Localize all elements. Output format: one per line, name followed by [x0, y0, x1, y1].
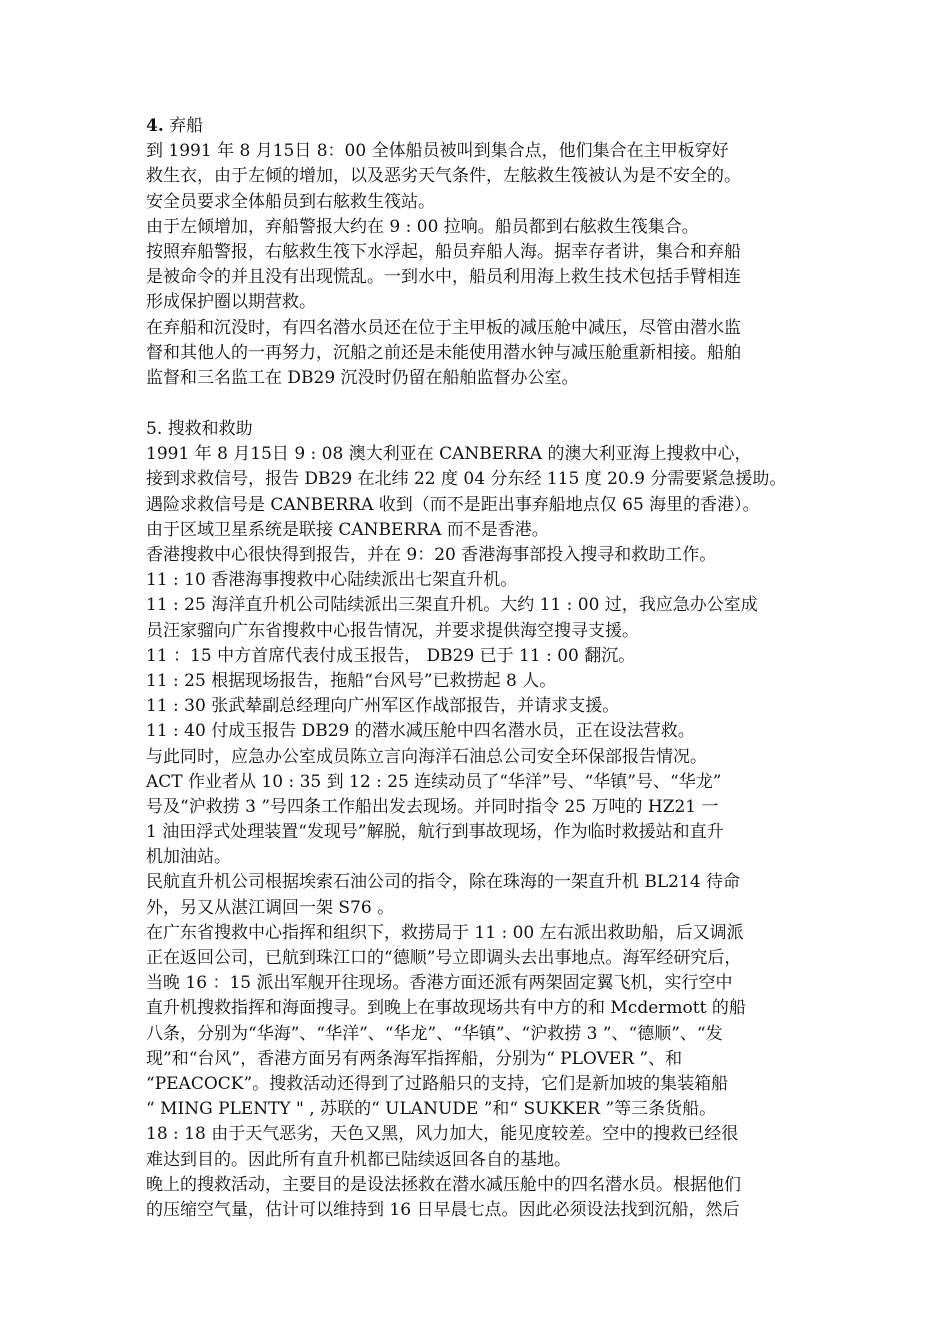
section-5-body: [146, 442, 846, 1223]
text-line: 到 1991 年 8 月15日 8：00 全体船员被叫到集合点，他们集合在主甲板穿好: [146, 141, 729, 162]
section-5-heading: [146, 417, 846, 442]
text-line: 直升机搜救指挥和海面搜寻。到晚上在事故现场共有中方的和 Mcdermott 的船: [146, 998, 746, 1019]
text-line: “PEACOCK”。搜救活动还得到了过路船只的支持，它们是新加坡的集装箱船: [146, 1073, 729, 1094]
text-line: 在广东省搜救中心指挥和组织下，救捞局于 11 : 00 左右派出救助船，后又调派: [146, 922, 744, 943]
text-line: 难达到目的。因此所有直升机都已陆续返回各自的基地。: [146, 1149, 571, 1170]
text-line: 当晚 16 ：15 派出军舰开往现场。香港方面还派有两架固定翼飞机，实行空中: [146, 973, 733, 994]
text-line: 11 : 40 付成玉报告 DB29 的潜水减压舱中四名潜水员，正在设法营救。: [146, 721, 695, 742]
text-line: 监督和三名监工在 DB29 沉没时仍留在船舶监督办公室。: [146, 367, 579, 388]
text-line: 现”和“台风”，香港方面另有两条海军指挥船，分别为“ PLOVER ”、和: [146, 1048, 683, 1069]
text-line: 在弃船和沉没时，有四名潜水员还在位于主甲板的减压舱中减压，尽管由潜水监: [146, 317, 741, 338]
text-line: 11 : 25 根据现场报告，拖船“台风号”已救捞起 8 人。: [146, 670, 557, 691]
text-line: 督和其他人的一再努力，沉船之前还是未能使用潜水钟与减压舱重新相接。船舶: [146, 342, 741, 363]
text-line: 18 : 18 由于天气恶劣，天色又黑，风力加大，能见度较差。空中的搜救已经很: [146, 1124, 739, 1145]
section-4-body: [146, 139, 846, 391]
text-line: 民航直升机公司根据埃索石油公司的指令，除在珠海的一架直升机 BL214 待命: [146, 872, 741, 893]
text-line: “ MING PLENTY " , 苏联的“ ULANUDE ”和“ SUKKER ”等三条货船。: [146, 1099, 717, 1120]
text-line: 机加油站。: [146, 847, 231, 868]
text-line: 11 : 25 海洋直升机公司陆续派出三架直升机。大约 11 : 00 过，我应急办公室成: [146, 595, 758, 616]
text-line: 救生衣，由于左倾的增加，以及恶劣天气条件，左舷救生筏被认为是不安全的。: [146, 166, 741, 187]
text-line: 外，另又从湛江调回一架 S76 。: [146, 897, 395, 918]
text-line: 员汪家骝向广东省搜救中心报告情况，并要求提供海空搜寻支援。: [146, 620, 639, 641]
text-line: 11 : 30 张武辇副总经理向广州军区作战部报告，并请求支援。: [146, 696, 620, 717]
text-line: 晚上的搜救活动，主要目的是设法拯救在潜水减压舱中的四名潜水员。根据他们: [146, 1174, 741, 1195]
section-5-title: . 搜救和救助: [156, 419, 253, 440]
section-5-number: 5: [146, 419, 157, 440]
text-line: ACT 作业者从 10 : 35 到 12 : 25 连续动员了“华洋”号、“华镇”号、“华龙”: [146, 771, 722, 792]
section-4-heading: [146, 114, 846, 139]
section-4-number: 4.: [146, 116, 164, 136]
text-line: 11 : 10 香港海事搜救中心陆续派出七架直升机。: [146, 570, 518, 591]
text-line: 形成保护圈以期营救。: [146, 292, 316, 313]
text-line: 安全员要求全体船员到右舷救生筏站。: [146, 191, 435, 212]
text-line: 由于左倾增加，弃船警报大约在 9 : 00 拉响。船员都到右舷救生筏集合。: [146, 216, 699, 237]
text-line: 与此同时，应急办公室成员陈立言向海洋石油总公司安全环保部报告情况。: [146, 746, 707, 767]
text-line: 正在返回公司，已航到珠江口的“德顺”号立即调头去出事地点。海军经研究后，: [146, 948, 742, 968]
document-page: [146, 114, 846, 1223]
text-line: 是被命令的并且没有出现慌乱。一到水中，船员利用海上救生技术包括手臂相连: [146, 267, 741, 288]
section-spacer: [146, 391, 846, 417]
text-line: 1991 年 8 月15日 9 : 08 澳大利亚在 CANBERRA 的澳大利亚海上搜救中心，: [146, 444, 752, 465]
section-4-title: 弃船: [169, 116, 204, 136]
text-line: 接到求救信号，报告 DB29 在北纬 22 度 04 分东经 115 度 20.9 分需要紧急援助。: [146, 469, 787, 490]
text-line: 香港搜救中心很快得到报告，并在 9：20 香港海事部投入搜寻和救助工作。: [146, 545, 717, 565]
text-line: 1 油田浮式处理装置“发现号”解脱，航行到事故现场，作为临时救援站和直升: [146, 822, 724, 843]
text-line: 八条，分别为“华海”、“华洋”、“华龙”、“华镇”、“沪救捞 3 ”、“德顺”、“发: [146, 1023, 723, 1044]
text-line: 的压缩空气量，估计可以维持到 16 日早晨七点。因此必须设法找到沉船，然后: [146, 1199, 740, 1220]
text-line: 11 ：15 中方首席代表付成玉报告， DB29 已于 11 : 00 翻沉。: [146, 645, 636, 666]
text-line: 由于区域卫星系统是联接 CANBERRA 而不是香港。: [146, 519, 549, 540]
text-line: 按照弃船警报，右舷救生筏下水浮起，船员弃船人海。据幸存者讲，集合和弃船: [146, 241, 741, 262]
text-line: 遇险求救信号是 CANBERRA 收到（而不是距出事弃船地点仅 65 海里的香港）。: [146, 494, 760, 515]
text-line: 号及“沪救捞 3 ”号四条工作船出发去现场。并同时指令 25 万吨的 HZ21 一: [146, 796, 719, 817]
